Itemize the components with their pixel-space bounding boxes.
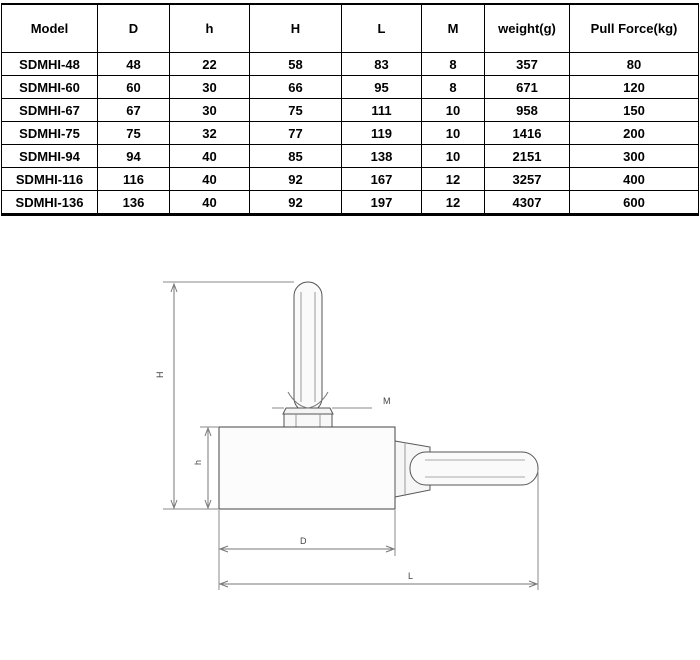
cell-h-large: 85	[250, 145, 342, 168]
cell-l: 119	[342, 122, 422, 145]
cell-h-small: 22	[170, 53, 250, 76]
cell-h-large: 58	[250, 53, 342, 76]
cell-weight: 3257	[485, 168, 570, 191]
header-h-small: h	[170, 4, 250, 53]
cell-d: 60	[98, 76, 170, 99]
cell-m: 10	[422, 145, 485, 168]
label-M: M	[383, 396, 391, 406]
cell-l: 138	[342, 145, 422, 168]
top-handle-loop	[294, 282, 322, 412]
cell-model: SDMHI-67	[2, 99, 98, 122]
label-H: H	[155, 371, 165, 378]
header-d: D	[98, 4, 170, 53]
header-m: M	[422, 4, 485, 53]
cell-m: 12	[422, 168, 485, 191]
cell-pull-force: 300	[570, 145, 699, 168]
cell-d: 94	[98, 145, 170, 168]
side-lever-handle	[410, 452, 538, 485]
cell-l: 83	[342, 53, 422, 76]
cell-h-small: 32	[170, 122, 250, 145]
cell-h-large: 92	[250, 191, 342, 215]
cell-pull-force: 600	[570, 191, 699, 215]
cell-m: 8	[422, 53, 485, 76]
header-model: Model	[2, 4, 98, 53]
cell-m: 10	[422, 122, 485, 145]
cell-weight: 671	[485, 76, 570, 99]
cell-model: SDMHI-94	[2, 145, 98, 168]
cell-pull-force: 400	[570, 168, 699, 191]
cell-d: 48	[98, 53, 170, 76]
cell-d: 67	[98, 99, 170, 122]
top-handle-nut	[283, 408, 333, 414]
cell-pull-force: 150	[570, 99, 699, 122]
cell-model: SDMHI-116	[2, 168, 98, 191]
cell-pull-force: 80	[570, 53, 699, 76]
header-weight: weight(g)	[485, 4, 570, 53]
cell-h-small: 40	[170, 168, 250, 191]
cell-l: 197	[342, 191, 422, 215]
cell-h-small: 30	[170, 76, 250, 99]
cell-l: 95	[342, 76, 422, 99]
cell-weight: 1416	[485, 122, 570, 145]
cell-model: SDMHI-136	[2, 191, 98, 215]
cell-model: SDMHI-60	[2, 76, 98, 99]
cell-model: SDMHI-75	[2, 122, 98, 145]
cell-pull-force: 200	[570, 122, 699, 145]
magnet-body	[219, 427, 395, 509]
cell-h-small: 40	[170, 145, 250, 168]
cell-d: 116	[98, 168, 170, 191]
cell-l: 167	[342, 168, 422, 191]
cell-d: 75	[98, 122, 170, 145]
cell-h-large: 77	[250, 122, 342, 145]
header-l: L	[342, 4, 422, 53]
cell-h-small: 30	[170, 99, 250, 122]
cell-weight: 2151	[485, 145, 570, 168]
cell-m: 10	[422, 99, 485, 122]
label-L: L	[408, 571, 414, 581]
cell-h-large: 75	[250, 99, 342, 122]
cell-h-large: 92	[250, 168, 342, 191]
cell-l: 111	[342, 99, 422, 122]
label-h: h	[193, 459, 203, 465]
cell-model: SDMHI-48	[2, 53, 98, 76]
cell-h-small: 40	[170, 191, 250, 215]
cell-m: 12	[422, 191, 485, 215]
label-D: D	[300, 536, 307, 546]
header-pull-force: Pull Force(kg)	[570, 4, 699, 53]
cell-h-large: 66	[250, 76, 342, 99]
cell-pull-force: 120	[570, 76, 699, 99]
cell-weight: 357	[485, 53, 570, 76]
cell-m: 8	[422, 76, 485, 99]
cell-d: 136	[98, 191, 170, 215]
cell-weight: 4307	[485, 191, 570, 215]
cell-weight: 958	[485, 99, 570, 122]
header-h-large: H	[250, 4, 342, 53]
top-handle-collar	[284, 414, 332, 428]
